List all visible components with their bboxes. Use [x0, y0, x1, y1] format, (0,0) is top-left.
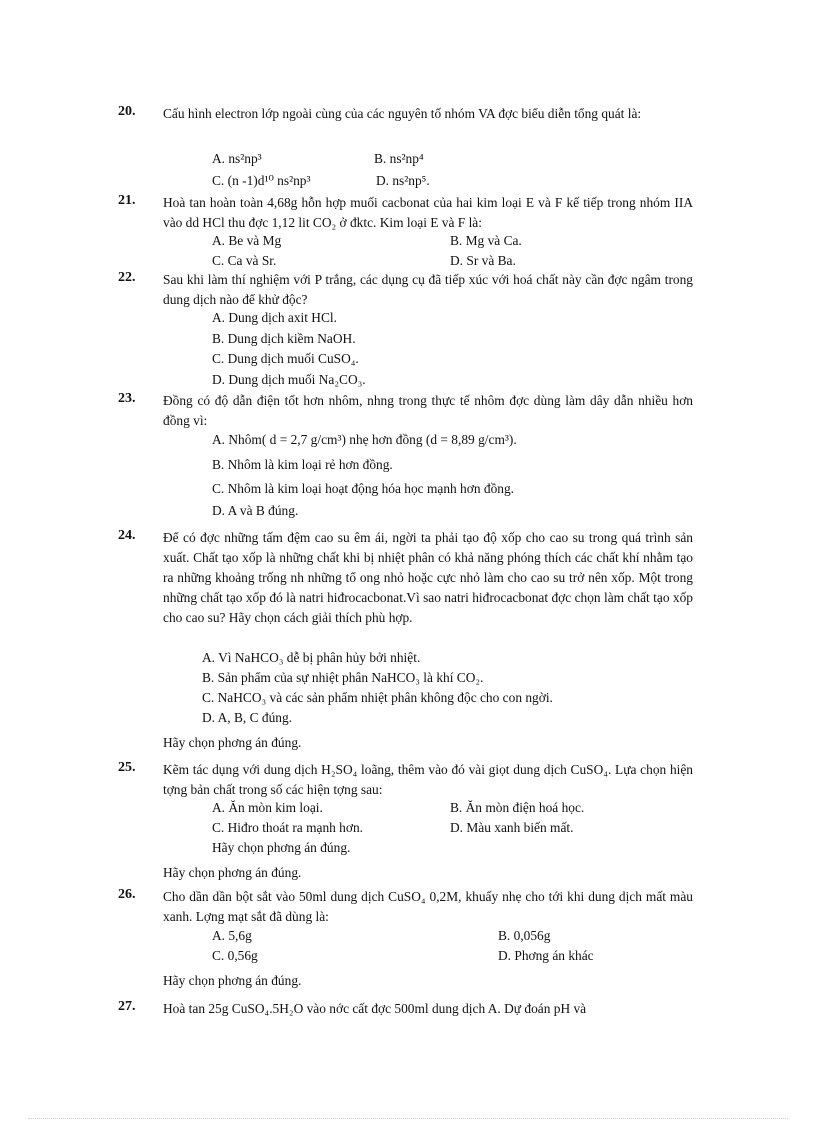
- option-b: B. Nhôm là kim loại rẻ hơn đồng.: [212, 457, 393, 472]
- instruction: Hãy chọn phơng án đúng.: [163, 865, 302, 880]
- question-21: [118, 193, 693, 268]
- question-23: [118, 391, 693, 518]
- question-25: [118, 760, 693, 880]
- option-a: A. ns²np³: [212, 151, 262, 166]
- option-d: D. Sr và Ba.: [450, 253, 516, 268]
- question-stem: Sau khi làm thí nghiệm với P trắng, các dụng cụ đã tiếp xúc với hoá chất này cần đợc ngâm trong dung dịch nào để khử độc?: [163, 272, 693, 307]
- option-b: B. Sản phẩm của sự nhiệt phân NaHCO₃ là khí CO₂.: [202, 670, 484, 685]
- option-a: A. Dung dịch axit HCl.: [212, 310, 337, 325]
- option-c: C. (n -1)d¹⁰ ns²np³: [212, 173, 311, 188]
- option-d: D. A, B, C đúng.: [202, 710, 293, 725]
- question-20: [118, 104, 693, 188]
- question-stem: Cấu hình electron lớp ngoài cùng của các nguyên tố nhóm VA đợc biểu diễn tổng quát là:: [163, 106, 642, 121]
- question-stem: Để có đợc những tấm đệm cao su êm ái, ngời ta phải tạo độ xốp cho cao su trong quá trình sản xuất. Chất tạo xốp là những chất khi bị nhiệt phân có khả năng phóng thích các chất khí nhằm tạo ra những khoảng trống nh những tổ ong nhỏ hoặc cực nhỏ làm cho cao su trở nên xốp. Một trong những chất tạo xốp đó là natri hiđrocacbonat.Vì sao natri hiđrocacbonat đợc chọn làm chất tạo xốp cho cao su? Hãy chọn cách giải thích phù hợp.: [163, 530, 693, 625]
- option-c: C. Ca và Sr.: [212, 253, 277, 268]
- option-d: D. A và B đúng.: [212, 503, 299, 518]
- question-number: 20.: [118, 104, 136, 119]
- question-26: [118, 887, 693, 988]
- question-number: 23.: [118, 391, 136, 406]
- option-b: B. Ăn mòn điện hoá học.: [450, 800, 585, 815]
- option-c: C. Dung dịch muối CuSO₄.: [212, 351, 359, 366]
- question-number: 27.: [118, 999, 136, 1014]
- question-stem: Hoà tan 25g CuSO₄.5H₂O vào nớc cất đợc 500ml dung dịch A. Dự đoán pH và: [163, 1001, 587, 1016]
- option-a: A. 5,6g: [212, 928, 252, 943]
- option-c: C. Nhôm là kim loại hoạt động hóa học mạnh hơn đồng.: [212, 481, 515, 496]
- question-stem: Cho dần dần bột sắt vào 50ml dung dịch CuSO₄ 0,2M, khuấy nhẹ cho tới khi dung dịch mất màu xanh. Lợng mạt sắt đã dùng là:: [163, 889, 693, 924]
- option-a: A. Nhôm( d = 2,7 g/cm³) nhẹ hơn đồng (d = 8,89 g/cm³).: [212, 432, 517, 447]
- option-d: D. ns²np⁵.: [376, 173, 430, 188]
- option-a: A. Ăn mòn kim loại.: [212, 800, 323, 815]
- option-c: C. 0,56g: [212, 948, 258, 963]
- option-b: B. Dung dịch kiềm NaOH.: [212, 331, 356, 346]
- question-24: [118, 528, 693, 750]
- option-d: D. Phơng án khác: [498, 948, 594, 963]
- option-b: B. Mg và Ca.: [450, 233, 522, 248]
- question-number: 24.: [118, 528, 136, 543]
- option-b: B. ns²np⁴: [374, 151, 424, 166]
- option-d: D. Dung dịch muối Na₂CO₃.: [212, 372, 366, 387]
- option-d: D. Màu xanh biến mất.: [450, 820, 574, 835]
- question-number: 21.: [118, 193, 136, 208]
- question-number: 26.: [118, 887, 136, 902]
- option-a: A. Be và Mg: [212, 233, 282, 248]
- question-27: [118, 999, 693, 1019]
- question-22: [118, 270, 693, 387]
- question-number: 25.: [118, 760, 136, 775]
- question-number: 22.: [118, 270, 136, 285]
- instruction: Hãy chọn phơng án đúng.: [163, 973, 302, 988]
- instruction: Hãy chọn phơng án đúng.: [163, 735, 302, 750]
- option-c: C. Hiđro thoát ra mạnh hơn.: [212, 820, 364, 835]
- question-stem: Kẽm tác dụng với dung dịch H₂SO₄ loãng, thêm vào đó vài giọt dung dịch CuSO₄. Lựa chọn hiện tợng bản chất trong số các hiện tợng sau:: [163, 762, 693, 797]
- question-stem: Hoà tan hoàn toàn 4,68g hỗn hợp muối cacbonat của hai kim loại E và F kế tiếp trong nhóm IIA vào dd HCl thu đợc 1,12 lit CO₂ ở đktc. Kim loại E và F là:: [163, 195, 693, 230]
- option-b: B. 0,056g: [498, 928, 551, 943]
- option-c: C. NaHCO₃ và các sản phẩm nhiệt phân không độc cho con ngời.: [202, 690, 553, 705]
- option-a: A. Vì NaHCO₃ dễ bị phân hủy bởi nhiệt.: [202, 650, 421, 665]
- instruction-inner: Hãy chọn phơng án đúng.: [212, 840, 351, 855]
- page-bottom-divider: [28, 1118, 788, 1119]
- question-stem: Đồng có độ dẫn điện tốt hơn nhôm, nhng trong thực tế nhôm đợc dùng làm dây dẫn nhiều hơn đồng vì:: [163, 393, 693, 428]
